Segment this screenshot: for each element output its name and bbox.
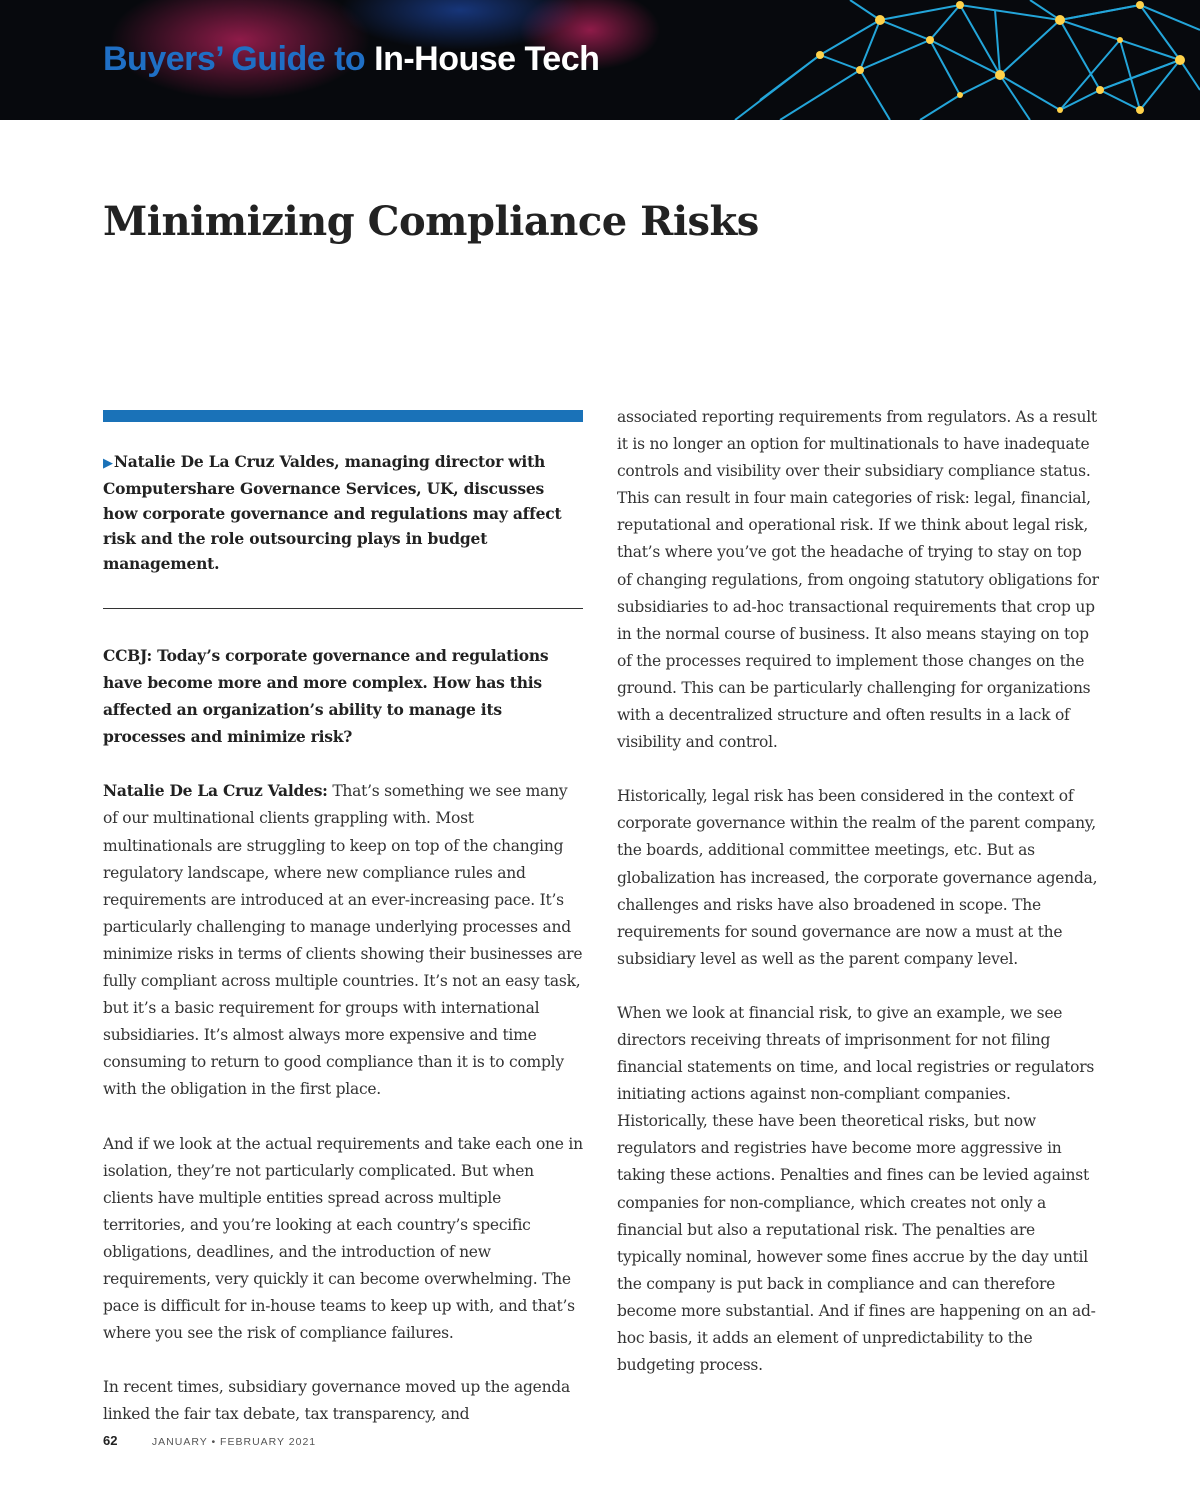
left-column — [103, 410, 583, 1455]
answer-text: That’s something we see many of our multinational clients grappling with. Most multinationals are struggling to keep on top of the changing regulatory landscape, where new compliance rules and requirements are introduced at an ever-increasing pace. It’s particularly challenging to manage underlying processes and minimize risks in terms of clients showing their businesses are fully compliant across multiple countries. It’s not an easy task, but it’s a basic requirement for groups with international subsidiaries. It’s almost always more expensive and time consuming to return to good compliance than it is to comply with the obligation in the first place. — [103, 782, 583, 1099]
interview-question: CCBJ: Today’s corporate governance and regulations have become more and more complex. How has this affected an organization’s ability to manage its processes and minimize risk? — [103, 646, 549, 747]
body-paragraph: In recent times, subsidiary governance moved up the agenda linked the fair tax debate, tax transparency, and — [103, 1378, 570, 1424]
article-intro — [103, 449, 583, 576]
divider — [103, 608, 583, 609]
section-title — [103, 40, 599, 79]
header-banner — [0, 0, 1200, 120]
section-title-prefix: Buyers’ Guide to — [103, 40, 366, 78]
body-paragraph: associated reporting requirements from regulators. As a result it is no longer an option for multinationals to have inadequate controls and visibility over their subsidiary compliance status. This can result in four main categories of risk: legal, financial, reputational and operational risk. If we think about legal risk, that’s where you’ve got the headache of trying to stay on top of changing regulations, from ongoing statutory obligations for subsidiaries to ad-hoc transactional requirements that crop up in the normal course of business. It also means staying on top of the processes required to implement those changes on the ground. This can be particularly challenging for organizations with a decentralized structure and often results in a lack of visibility and control. — [617, 408, 1099, 752]
body-paragraph: And if we look at the actual requirements and take each one in isolation, they’re not particularly complicated. But when clients have multiple entities spread across multiple territories, and you’re looking at each country’s specific obligations, deadlines, and the introduction of new requirements, very quickly it can become overwhelming. The pace is difficult for in-house teams to keep up with, and that’s where you see the risk of compliance failures. — [103, 1134, 583, 1343]
body-paragraph: When we look at financial risk, to give an example, we see directors receiving threats of imprisonment for not filing financial statements on time, and local registries or regulators initiating actions against non-compliant companies. Historically, these have been theoretical risks, but now regulators and registries have become more aggressive in taking these actions. Penalties and fines can be levied against companies for non-compliance, which creates not only a financial but also a reputational risk. The penalties are typically nominal, however some fines accrue by the day until the company is put back in compliance and can therefore become more substantial. And if fines are happening on an ad-hoc basis, it adds an element of unpredictability to the budgeting process. — [617, 1003, 1096, 1375]
article-title: Minimizing Compliance Risks — [103, 198, 759, 245]
section-title-main: In-House Tech — [374, 40, 600, 78]
intro-text: Natalie De La Cruz Valdes, managing director with Computershare Governance Services, UK, discusses how corporate governance and regulations may affect risk and the role outsourcing plays in budget management. — [103, 452, 562, 573]
issue-date: JANUARY • FEBRUARY 2021 — [151, 1436, 317, 1448]
page-number: 62 — [103, 1433, 118, 1448]
interview-answer — [103, 777, 583, 1103]
play-arrow-icon: ▶ — [103, 456, 113, 471]
body-paragraph: Historically, legal risk has been considered in the context of corporate governance within the realm of the parent company, the boards, additional committee meetings, etc. But as globalization has increased, the corporate governance agenda, challenges and risks have also broadened in scope. The requirements for sound governance are now a must at the subsidiary level as well as the parent company level. — [617, 787, 1098, 968]
page-footer — [103, 1432, 316, 1450]
accent-rule — [103, 410, 583, 422]
right-column — [617, 404, 1100, 1406]
answer-speaker: Natalie De La Cruz Valdes: — [103, 781, 328, 801]
